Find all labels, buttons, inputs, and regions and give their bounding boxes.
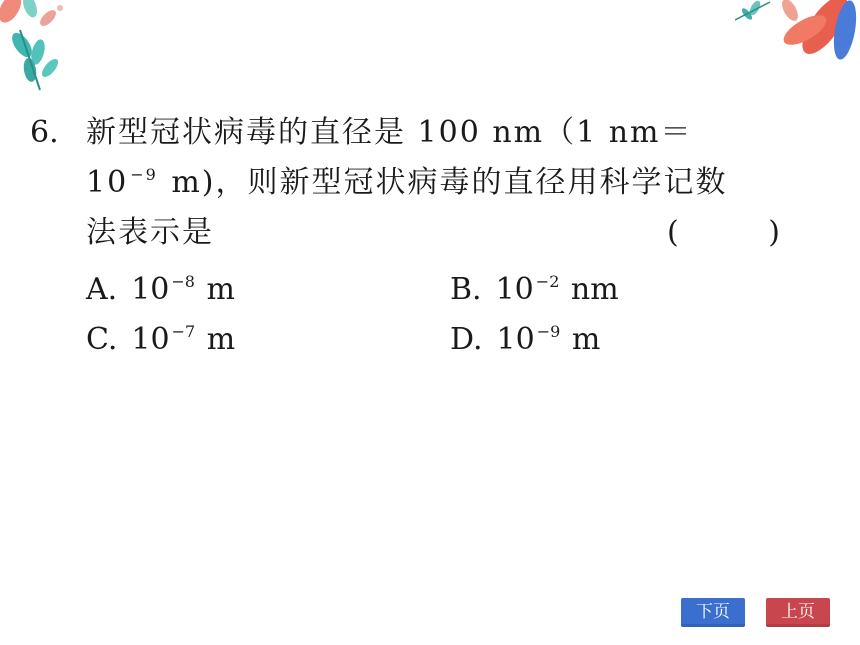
next-page-button[interactable]: 下页 xyxy=(681,598,745,627)
option-unit: m xyxy=(571,322,601,357)
question-text-line-2-rest: m)，则新型冠状病毒的直径用科学记数 xyxy=(159,165,728,200)
option-unit: nm xyxy=(570,272,619,307)
answer-options xyxy=(86,265,786,365)
question-line-3 xyxy=(30,208,830,258)
question-number: 6. xyxy=(30,115,59,150)
option-letter: B. xyxy=(450,272,482,307)
power-base: 10 xyxy=(496,322,535,357)
option-letter: A. xyxy=(86,272,118,307)
question-line-2 xyxy=(30,158,830,208)
power-exponent: −8 xyxy=(171,272,195,291)
power-exponent: −9 xyxy=(536,322,561,341)
option-letter: D. xyxy=(450,322,483,357)
power-exponent: −9 xyxy=(130,165,158,184)
power-base: 10 xyxy=(131,322,170,357)
power-exponent: −7 xyxy=(171,322,196,341)
options-row-2 xyxy=(86,315,786,365)
option-unit: m xyxy=(206,322,236,357)
option-unit: m xyxy=(206,272,235,307)
question-text-line-3: 法表示是 xyxy=(86,215,214,250)
leaf-decoration-top-left xyxy=(0,0,80,95)
answer-blank: ( ) xyxy=(667,215,820,250)
option-b[interactable] xyxy=(450,265,619,319)
question-line-1 xyxy=(30,108,830,158)
previous-page-button[interactable]: 上页 xyxy=(766,598,830,627)
option-d[interactable] xyxy=(450,315,600,369)
power-exponent: −2 xyxy=(535,272,560,291)
option-a[interactable] xyxy=(86,265,235,319)
power-base: 10 xyxy=(131,272,170,307)
leaf-decoration-top-right xyxy=(735,0,860,75)
question-text-line-2 xyxy=(86,158,727,212)
question-text-line-1: 新型冠状病毒的直径是 100 nm（1 nm＝ xyxy=(86,115,693,150)
question-block xyxy=(30,108,830,258)
option-letter: C. xyxy=(86,322,118,357)
power-base: 10 xyxy=(495,272,534,307)
power-base: 10 xyxy=(86,165,129,200)
option-c[interactable] xyxy=(86,315,235,369)
options-row-1 xyxy=(86,265,786,315)
